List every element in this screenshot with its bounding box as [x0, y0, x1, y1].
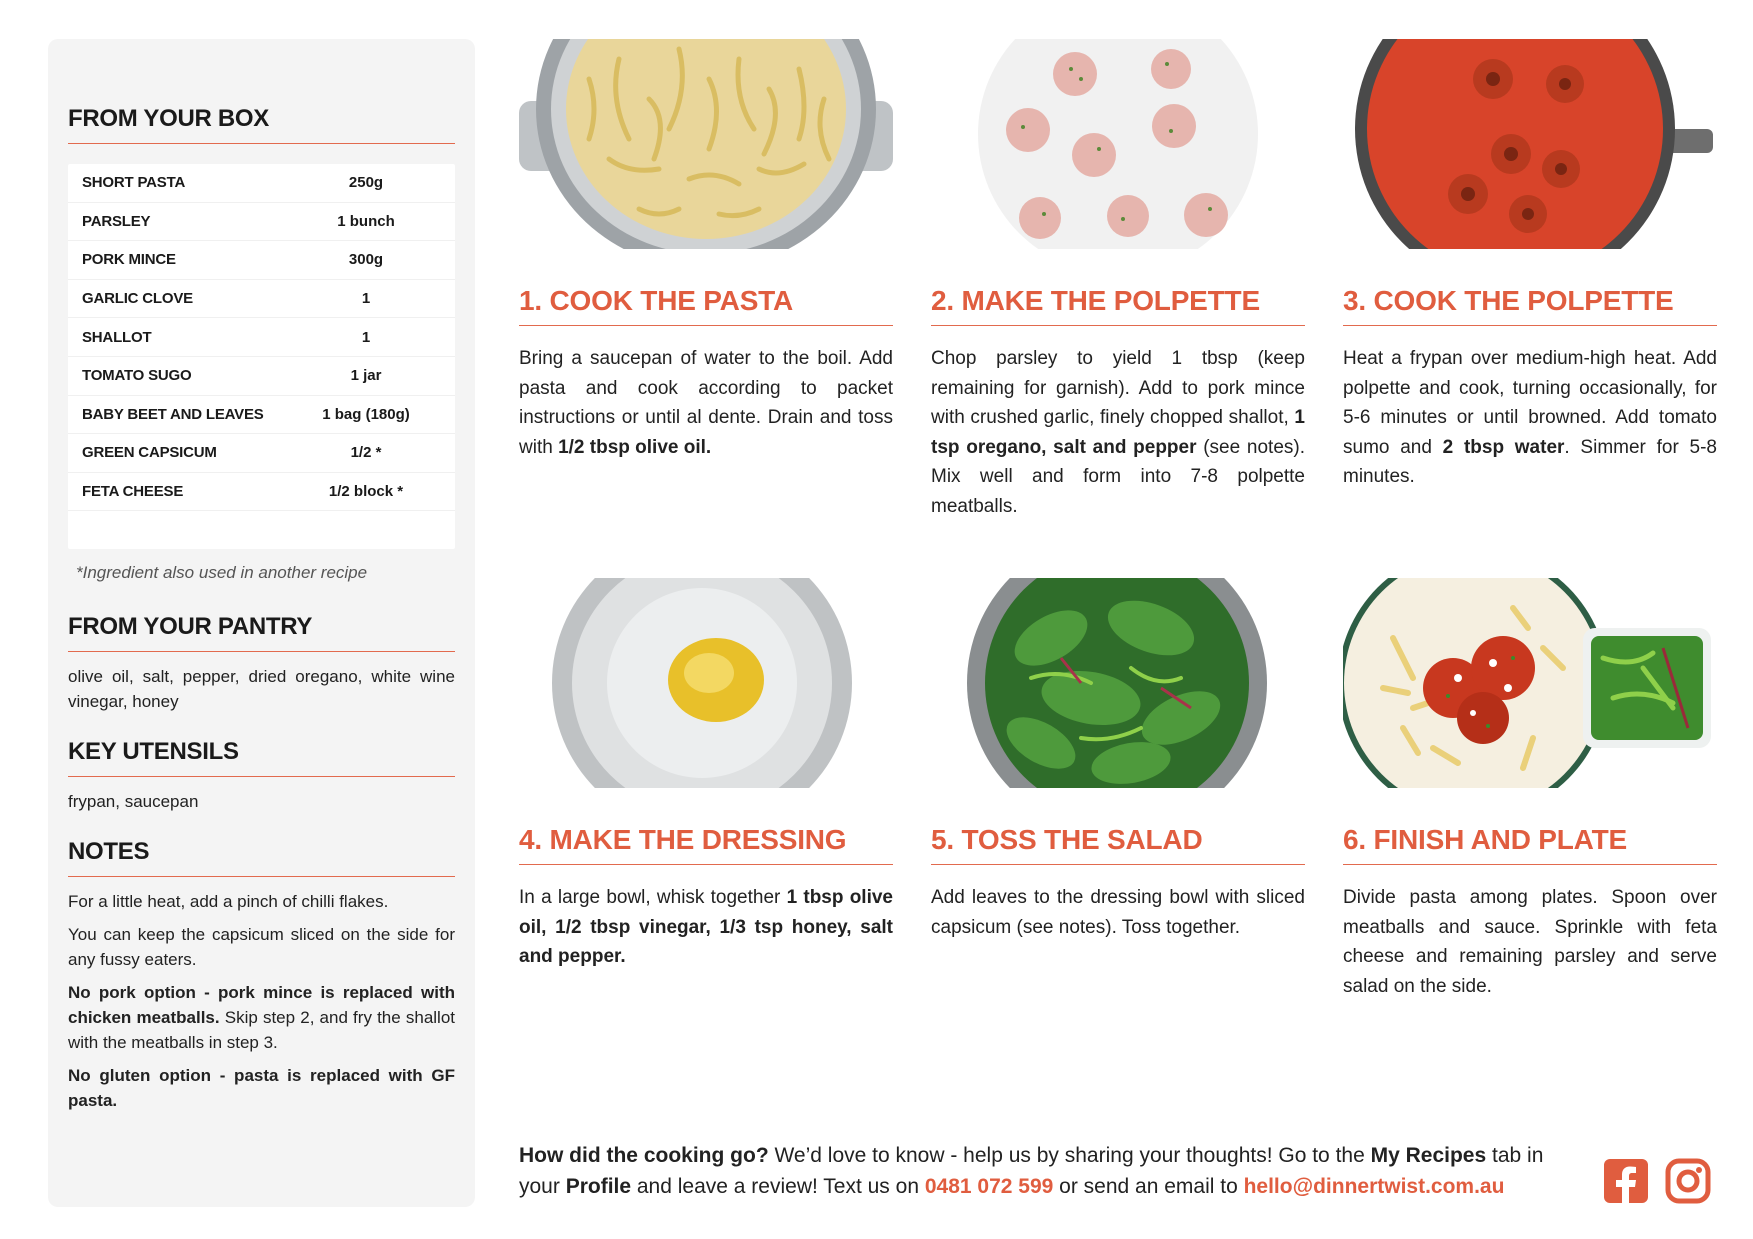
- step-2: [931, 39, 1305, 521]
- step-1-photo: [519, 39, 893, 249]
- ingredient-name: BABY BEET AND LEAVES: [82, 405, 264, 423]
- step-3-bold: 2 tbsp water: [1442, 436, 1565, 458]
- step-2-tail: (see notes). Mix well and form into 7-8 polpette meatballs.: [931, 436, 1305, 517]
- table-row: [68, 318, 455, 357]
- table-row: [68, 396, 455, 435]
- step-2-body: Chop parsley to yield 1 tbsp (keep remaining for garnish). Add to pork mince with crushed garlic, finely chopped shallot,: [931, 348, 1305, 428]
- ingredient-name: PORK MINCE: [82, 251, 176, 269]
- salad-bowl-image: [931, 578, 1305, 788]
- ingredient-name: GREEN CAPSICUM: [82, 444, 217, 462]
- footer-question: How did the cooking go?: [519, 1144, 769, 1167]
- ingredient-qty: 1: [361, 290, 371, 308]
- step-1-body: Bring a saucepan of water to the boil. Add pasta and cook according to packet instructions or until al dente. Drain and toss with: [519, 348, 893, 458]
- note-2: You can keep the capsicum sliced on the side for any fussy eaters.: [68, 925, 455, 970]
- step-5-title: 5. TOSS THE SALAD: [931, 824, 1305, 865]
- ingredient-qty: 1: [361, 328, 371, 346]
- step-6-text: Divide pasta among plates. Spoon over meatballs and sauce. Sprinkle with feta cheese and remaining parsley and serve salad on the side.: [1343, 887, 1717, 997]
- ingredient-qty: 1/2 *: [350, 444, 382, 462]
- table-row: [68, 434, 455, 473]
- step-1-text: [519, 344, 893, 462]
- step-4-body: In a large bowl, whisk together: [519, 887, 787, 908]
- facebook-icon[interactable]: [1603, 1158, 1649, 1204]
- ingredient-name: SHALLOT: [82, 328, 152, 346]
- ingredient-qty: 300g: [348, 251, 384, 269]
- table-row-empty: [68, 511, 455, 549]
- phone-link[interactable]: 0481 072 599: [924, 1175, 1054, 1198]
- note-3: [68, 980, 455, 1055]
- step-3-text: [1343, 344, 1717, 492]
- step-3-tail: . Simmer for 5-8 minutes.: [1343, 436, 1717, 487]
- note-3-bold: No pork option - pork mince is replaced with chicken meatballs.: [68, 983, 455, 1028]
- ingredient-name: GARLIC CLOVE: [82, 290, 193, 308]
- ingredient-footnote: *Ingredient also used in another recipe: [76, 563, 368, 583]
- step-3-title: 3. COOK THE POLPETTE: [1343, 285, 1717, 326]
- pasta-pot-image: [519, 39, 893, 249]
- footer-text-1: We’d love to know - help us by sharing your thoughts! Go to the: [768, 1144, 1371, 1167]
- footer-text-4: or send an email to: [1053, 1175, 1244, 1198]
- step-5-text: Add leaves to the dressing bowl with sliced capsicum (see notes). Toss together.: [931, 887, 1305, 938]
- step-4-bold: 1 tbsp olive oil, 1/2 tbsp vinegar, 1/3 tsp honey, salt and pepper.: [519, 887, 893, 967]
- step-6: [1343, 578, 1717, 1001]
- step-6-title: 6. FINISH AND PLATE: [1343, 824, 1717, 865]
- table-row: [68, 473, 455, 512]
- table-row: [68, 280, 455, 319]
- table-row: [68, 203, 455, 242]
- ingredients-sidebar: [48, 39, 475, 1207]
- step-1: [519, 39, 893, 462]
- step-4-photo: [519, 578, 893, 788]
- ingredient-table: [68, 164, 455, 549]
- ingredient-qty: 250g: [348, 174, 384, 192]
- ingredient-name: PARSLEY: [82, 212, 151, 230]
- pantry-title: FROM YOUR PANTRY: [68, 613, 455, 652]
- step-3-photo: [1343, 39, 1717, 249]
- ingredient-name: TOMATO SUGO: [82, 367, 192, 385]
- meatballs-in-sauce-image: [1343, 39, 1717, 249]
- note-1: For a little heat, add a pinch of chilli flakes.: [68, 892, 389, 912]
- utensils-text: frypan, saucepan: [68, 792, 199, 812]
- pantry-text: olive oil, salt, pepper, dried oregano, white wine vinegar, honey: [68, 667, 455, 712]
- table-row: [68, 357, 455, 396]
- box-title: FROM YOUR BOX: [68, 105, 455, 144]
- step-2-title: 2. MAKE THE POLPETTE: [931, 285, 1305, 326]
- note-4: [68, 1063, 455, 1113]
- profile-link[interactable]: Profile: [565, 1175, 632, 1198]
- step-1-bold: 1/2 tbsp olive oil.: [558, 436, 712, 458]
- step-2-text: [931, 344, 1305, 521]
- step-6-photo: [1343, 578, 1717, 788]
- table-row: [68, 241, 455, 280]
- step-3: [1343, 39, 1717, 492]
- notes-title: NOTES: [68, 838, 455, 877]
- my-recipes-link[interactable]: My Recipes: [1370, 1144, 1487, 1167]
- step-5: [931, 578, 1305, 942]
- ingredient-name: FETA CHEESE: [82, 483, 184, 501]
- step-4: [519, 578, 893, 972]
- footer-text-3: and leave a review! Text us on: [631, 1175, 925, 1198]
- ingredient-qty: 1/2 block *: [328, 483, 404, 501]
- step-2-photo: [931, 39, 1305, 249]
- instagram-icon[interactable]: [1665, 1158, 1711, 1204]
- note-3-rest: Skip step 2, and fry the shallot with the meatballs in step 3.: [68, 1008, 455, 1053]
- step-1-title: 1. COOK THE PASTA: [519, 285, 893, 326]
- note-4-bold: No gluten option - pasta is replaced with GF pasta.: [68, 1066, 455, 1111]
- ingredient-qty: 1 bag (180g): [322, 405, 410, 423]
- utensils-title: KEY UTENSILS: [68, 738, 455, 777]
- raw-meatballs-image: [931, 39, 1305, 249]
- step-5-photo: [931, 578, 1305, 788]
- email-link[interactable]: hello@dinnertwist.com.au: [1243, 1175, 1505, 1198]
- dressing-bowl-image: [519, 578, 893, 788]
- step-4-title: 4. MAKE THE DRESSING: [519, 824, 893, 865]
- step-4-text: [519, 883, 893, 972]
- feedback-footer: [519, 1140, 1579, 1202]
- plated-dish-image: [1343, 578, 1717, 788]
- step-3-body: Heat a frypan over medium-high heat. Add polpette and cook, turning occasionally, for 5-6 minutes or until browned. Add tomato sumo and: [1343, 348, 1717, 458]
- footer-text-2: tab in your: [519, 1144, 1544, 1198]
- table-row: [68, 164, 455, 203]
- ingredient-qty: 1 jar: [350, 367, 382, 385]
- ingredient-qty: 1 bunch: [337, 212, 395, 230]
- ingredient-name: SHORT PASTA: [82, 174, 186, 192]
- step-2-bold: 1 tsp oregano, salt and pepper: [931, 407, 1305, 458]
